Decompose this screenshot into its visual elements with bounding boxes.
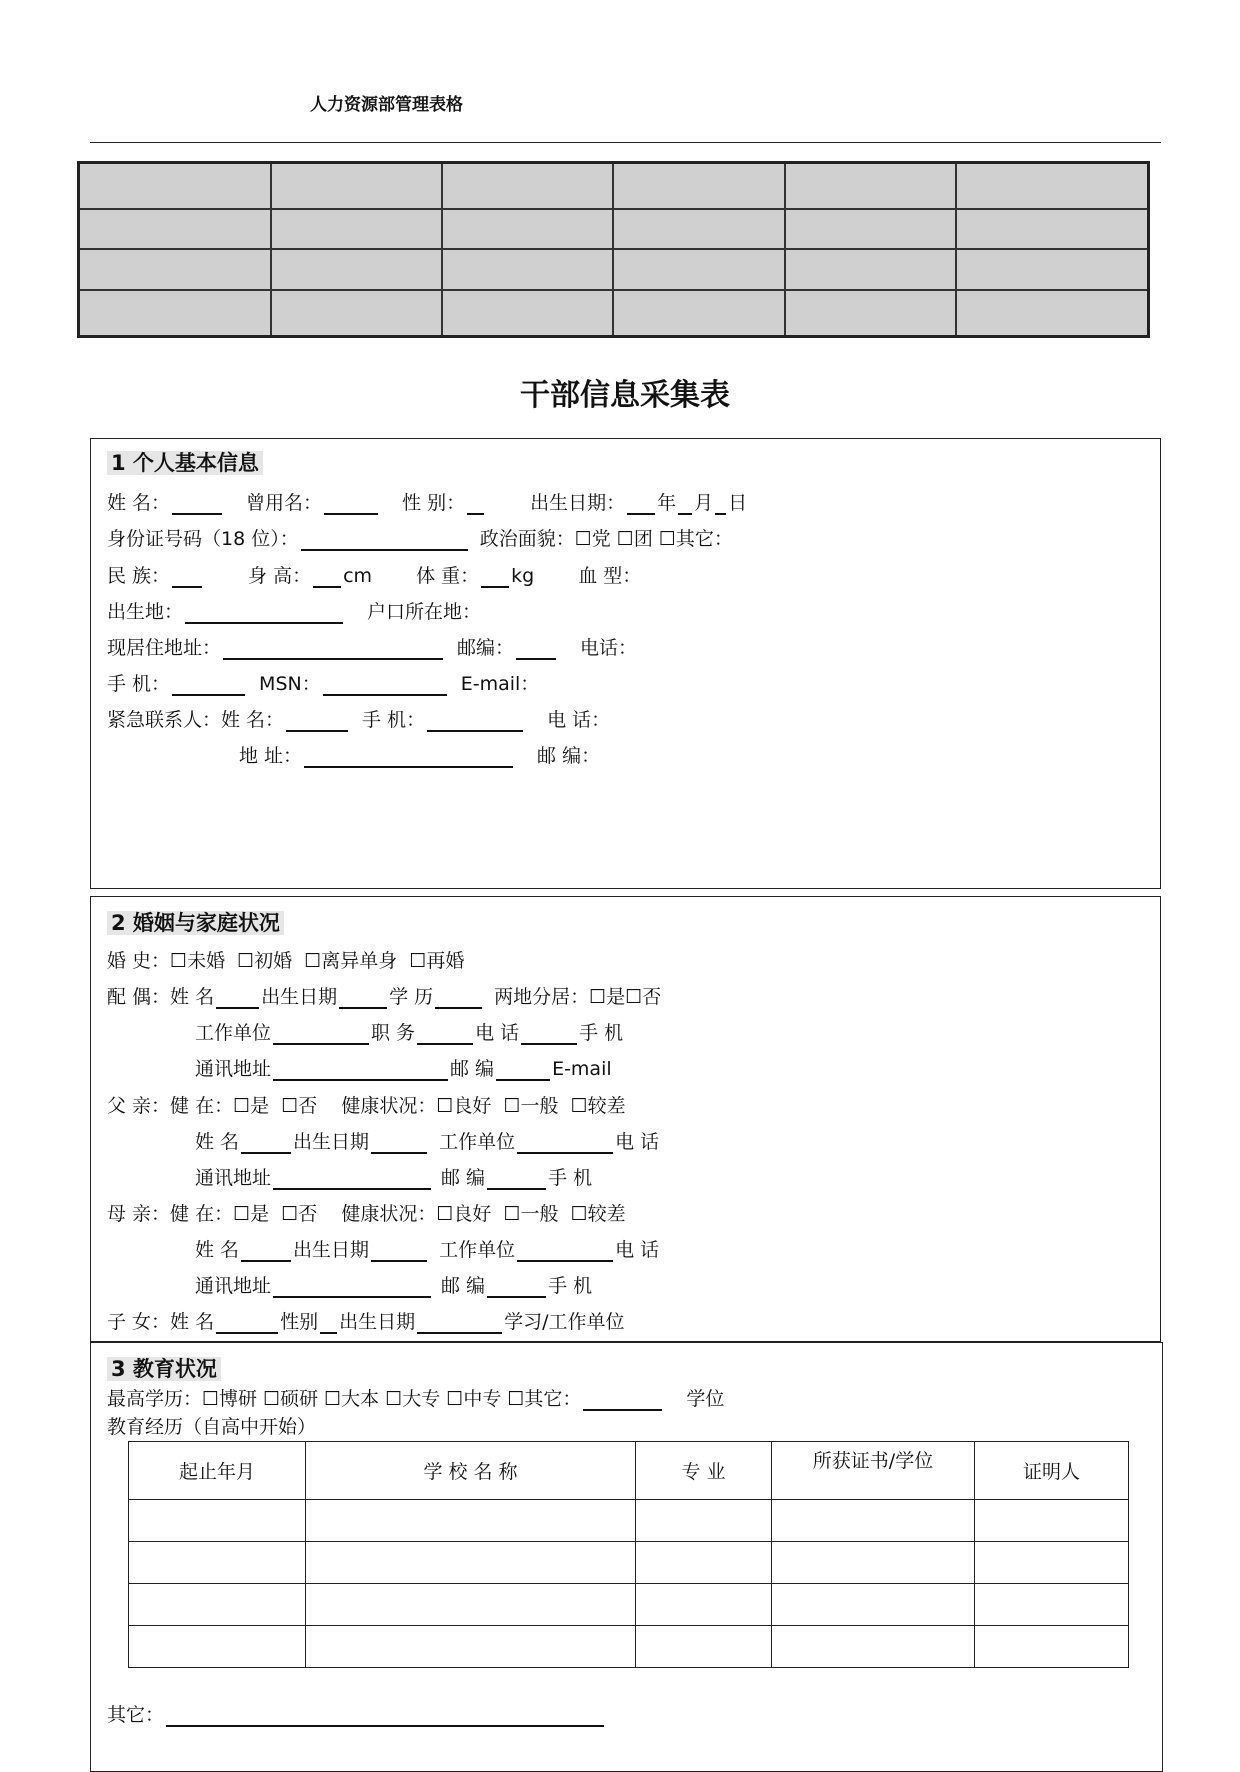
label: 邮 编	[450, 1058, 495, 1080]
birthplace-field[interactable]	[185, 602, 343, 624]
cell[interactable]	[975, 1500, 1129, 1542]
label: 学 历	[389, 986, 434, 1008]
label: 出生日期	[261, 986, 338, 1008]
table-row	[129, 1626, 1129, 1668]
label: 手 机	[548, 1167, 593, 1189]
label: 户口所在地：	[367, 601, 482, 623]
table-row	[129, 1500, 1129, 1542]
section-heading: 1 个人基本信息	[107, 451, 263, 475]
mother-work-field[interactable]	[517, 1240, 613, 1262]
living-apart-checkboxes[interactable]: 两地分居：☐是☐否	[494, 986, 662, 1008]
cell[interactable]	[772, 1542, 975, 1584]
label: E-mail：	[460, 673, 540, 695]
cell[interactable]	[636, 1584, 772, 1626]
label: 电 话	[475, 1022, 520, 1044]
label: 身 高：	[248, 565, 312, 587]
spouse-work-field[interactable]	[273, 1023, 369, 1045]
unit: cm	[343, 565, 373, 587]
column-header: 起止年月	[129, 1442, 306, 1500]
spouse-post-field[interactable]	[417, 1023, 473, 1045]
label: 出生日期	[293, 1131, 370, 1153]
cell[interactable]	[772, 1584, 975, 1626]
label: 手 机	[548, 1275, 593, 1297]
unit: kg	[511, 565, 535, 587]
father-dob-field[interactable]	[371, 1132, 427, 1154]
alias-field[interactable]	[324, 493, 378, 515]
section-family	[90, 896, 1161, 1342]
spouse-edu-field[interactable]	[435, 987, 482, 1009]
cell[interactable]	[636, 1626, 772, 1668]
section-personal-info	[90, 438, 1161, 889]
father-name-field[interactable]	[241, 1132, 291, 1154]
mother-dob-field[interactable]	[371, 1240, 427, 1262]
column-header: 专 业	[636, 1442, 772, 1500]
mother-checkboxes[interactable]: 母 亲：健 在：☐是 ☐否 健康状况：☐良好 ☐一般 ☐较差	[107, 1203, 626, 1225]
label: 现居住地址：	[107, 637, 222, 659]
cell[interactable]	[306, 1626, 636, 1668]
section-heading: 3 教育状况	[107, 1357, 221, 1381]
label: 年	[657, 492, 677, 514]
label: 性 别：	[402, 492, 466, 514]
column-header: 所获证书/学位	[772, 1442, 975, 1500]
label: 出生地：	[107, 601, 184, 623]
table-header-row	[129, 1442, 1129, 1500]
label: MSN：	[259, 673, 321, 695]
header-divider	[90, 142, 1161, 143]
msn-field[interactable]	[323, 674, 447, 696]
zip-field[interactable]	[516, 638, 556, 660]
label: 月	[694, 492, 714, 514]
spouse-addr-field[interactable]	[273, 1059, 448, 1081]
label: 出生日期	[339, 1311, 416, 1333]
spouse-dob-field[interactable]	[339, 987, 387, 1009]
section-heading: 2 婚姻与家庭状况	[107, 911, 284, 935]
other-education-field[interactable]	[583, 1389, 662, 1411]
emergency-name-field[interactable]	[286, 710, 348, 732]
label: 工作单位	[195, 1022, 272, 1044]
label: 民 族：	[107, 565, 171, 587]
label: 体 重：	[416, 565, 480, 587]
label: 教育经历（自高中开始）	[107, 1416, 317, 1438]
birth-year-field[interactable]	[627, 493, 655, 515]
label: 工作单位	[439, 1131, 516, 1153]
cell[interactable]	[975, 1626, 1129, 1668]
cell[interactable]	[975, 1542, 1129, 1584]
ethnic-field[interactable]	[172, 566, 202, 588]
label: 手 机：	[362, 709, 426, 731]
spouse-zip-field[interactable]	[496, 1059, 550, 1081]
emergency-address-field[interactable]	[304, 746, 513, 768]
cell[interactable]	[306, 1542, 636, 1584]
form-title: 干部信息采集表	[520, 378, 730, 413]
other-field[interactable]	[166, 1705, 604, 1727]
cell[interactable]	[129, 1584, 306, 1626]
label: 地 址：	[239, 745, 303, 767]
cell[interactable]	[975, 1584, 1129, 1626]
label: 其它：	[107, 1704, 165, 1726]
cell[interactable]	[636, 1542, 772, 1584]
column-header: 证明人	[975, 1442, 1129, 1500]
birth-day-field[interactable]	[715, 493, 726, 515]
label: 子 女：姓 名	[107, 1311, 215, 1333]
label: 电 话	[615, 1131, 660, 1153]
label: 电 话：	[547, 709, 611, 731]
height-field[interactable]	[313, 566, 341, 588]
label: 手 机：	[107, 673, 171, 695]
gray-header-table	[77, 161, 1150, 338]
label: 姓 名：	[107, 492, 171, 514]
label: 身份证号码（18 位）：	[107, 528, 299, 550]
label: 电话：	[580, 637, 638, 659]
spouse-tel-field[interactable]	[521, 1023, 577, 1045]
table-row	[129, 1542, 1129, 1584]
id-number-field[interactable]	[301, 529, 468, 551]
marital-checkboxes[interactable]: 婚 史：☐未婚 ☐初婚 ☐离异单身 ☐再婚	[107, 950, 465, 972]
label: 通讯地址	[195, 1275, 272, 1297]
label: 通讯地址	[195, 1058, 272, 1080]
cell[interactable]	[129, 1500, 306, 1542]
gender-field[interactable]	[467, 493, 484, 515]
cell[interactable]	[129, 1626, 306, 1668]
cell[interactable]	[306, 1584, 636, 1626]
cell[interactable]	[129, 1542, 306, 1584]
label: 政治面貌：	[479, 528, 575, 550]
label: 手 机	[579, 1022, 624, 1044]
label: 出生日期	[293, 1239, 370, 1261]
spouse-name-field[interactable]	[216, 987, 259, 1009]
label: 性别	[280, 1311, 319, 1333]
cell[interactable]	[636, 1500, 772, 1542]
birth-month-field[interactable]	[678, 493, 692, 515]
education-history-table	[128, 1441, 1129, 1668]
cell[interactable]	[772, 1500, 975, 1542]
child-sex-field[interactable]	[320, 1312, 337, 1334]
label: 通讯地址	[195, 1167, 272, 1189]
mother-addr-field[interactable]	[273, 1276, 431, 1298]
label: 紧急联系人：姓 名：	[107, 709, 285, 731]
label: 邮 编	[441, 1275, 486, 1297]
child-dob-field[interactable]	[417, 1312, 502, 1334]
label: 学习/工作单位	[504, 1311, 625, 1333]
table-row	[129, 1584, 1129, 1626]
label: 工作单位	[439, 1239, 516, 1261]
name-field[interactable]	[172, 493, 222, 515]
column-header: 学 校 名 称	[306, 1442, 636, 1500]
label: 邮编：	[457, 637, 515, 659]
mother-zip-field[interactable]	[487, 1276, 546, 1298]
father-checkboxes[interactable]: 父 亲：健 在：☐是 ☐否 健康状况：☐良好 ☐一般 ☐较差	[107, 1095, 626, 1117]
political-checkboxes[interactable]: ☐党 ☐团 ☐其它：	[574, 528, 733, 550]
weight-field[interactable]	[481, 566, 509, 588]
emergency-mobile-field[interactable]	[427, 710, 523, 732]
label: 邮 编	[441, 1167, 486, 1189]
label: 职 务	[371, 1022, 416, 1044]
cell[interactable]	[306, 1500, 636, 1542]
father-zip-field[interactable]	[487, 1168, 546, 1190]
highest-education-checkboxes[interactable]: 最高学历：☐博研 ☐硕研 ☐大本 ☐大专 ☐中专 ☐其它：	[107, 1388, 582, 1410]
label: 日	[728, 492, 748, 514]
document-header: 人力资源部管理表格	[310, 95, 463, 115]
label: 配 偶：姓 名	[107, 986, 215, 1008]
label: 姓 名	[195, 1239, 240, 1261]
mother-name-field[interactable]	[241, 1240, 291, 1262]
address-field[interactable]	[223, 638, 443, 660]
label: 邮 编：	[537, 745, 601, 767]
child-name-field[interactable]	[216, 1312, 278, 1334]
section-education	[90, 1342, 1163, 1772]
father-work-field[interactable]	[517, 1132, 613, 1154]
label: 曾用名：	[246, 492, 323, 514]
cell[interactable]	[772, 1626, 975, 1668]
father-addr-field[interactable]	[273, 1168, 431, 1190]
label: 电 话	[615, 1239, 660, 1261]
label: 姓 名	[195, 1131, 240, 1153]
label: 学位	[686, 1388, 725, 1410]
label: 出生日期：	[530, 492, 626, 514]
label: E-mail	[552, 1058, 612, 1080]
label: 血 型：	[578, 565, 642, 587]
mobile-field[interactable]	[172, 674, 245, 696]
